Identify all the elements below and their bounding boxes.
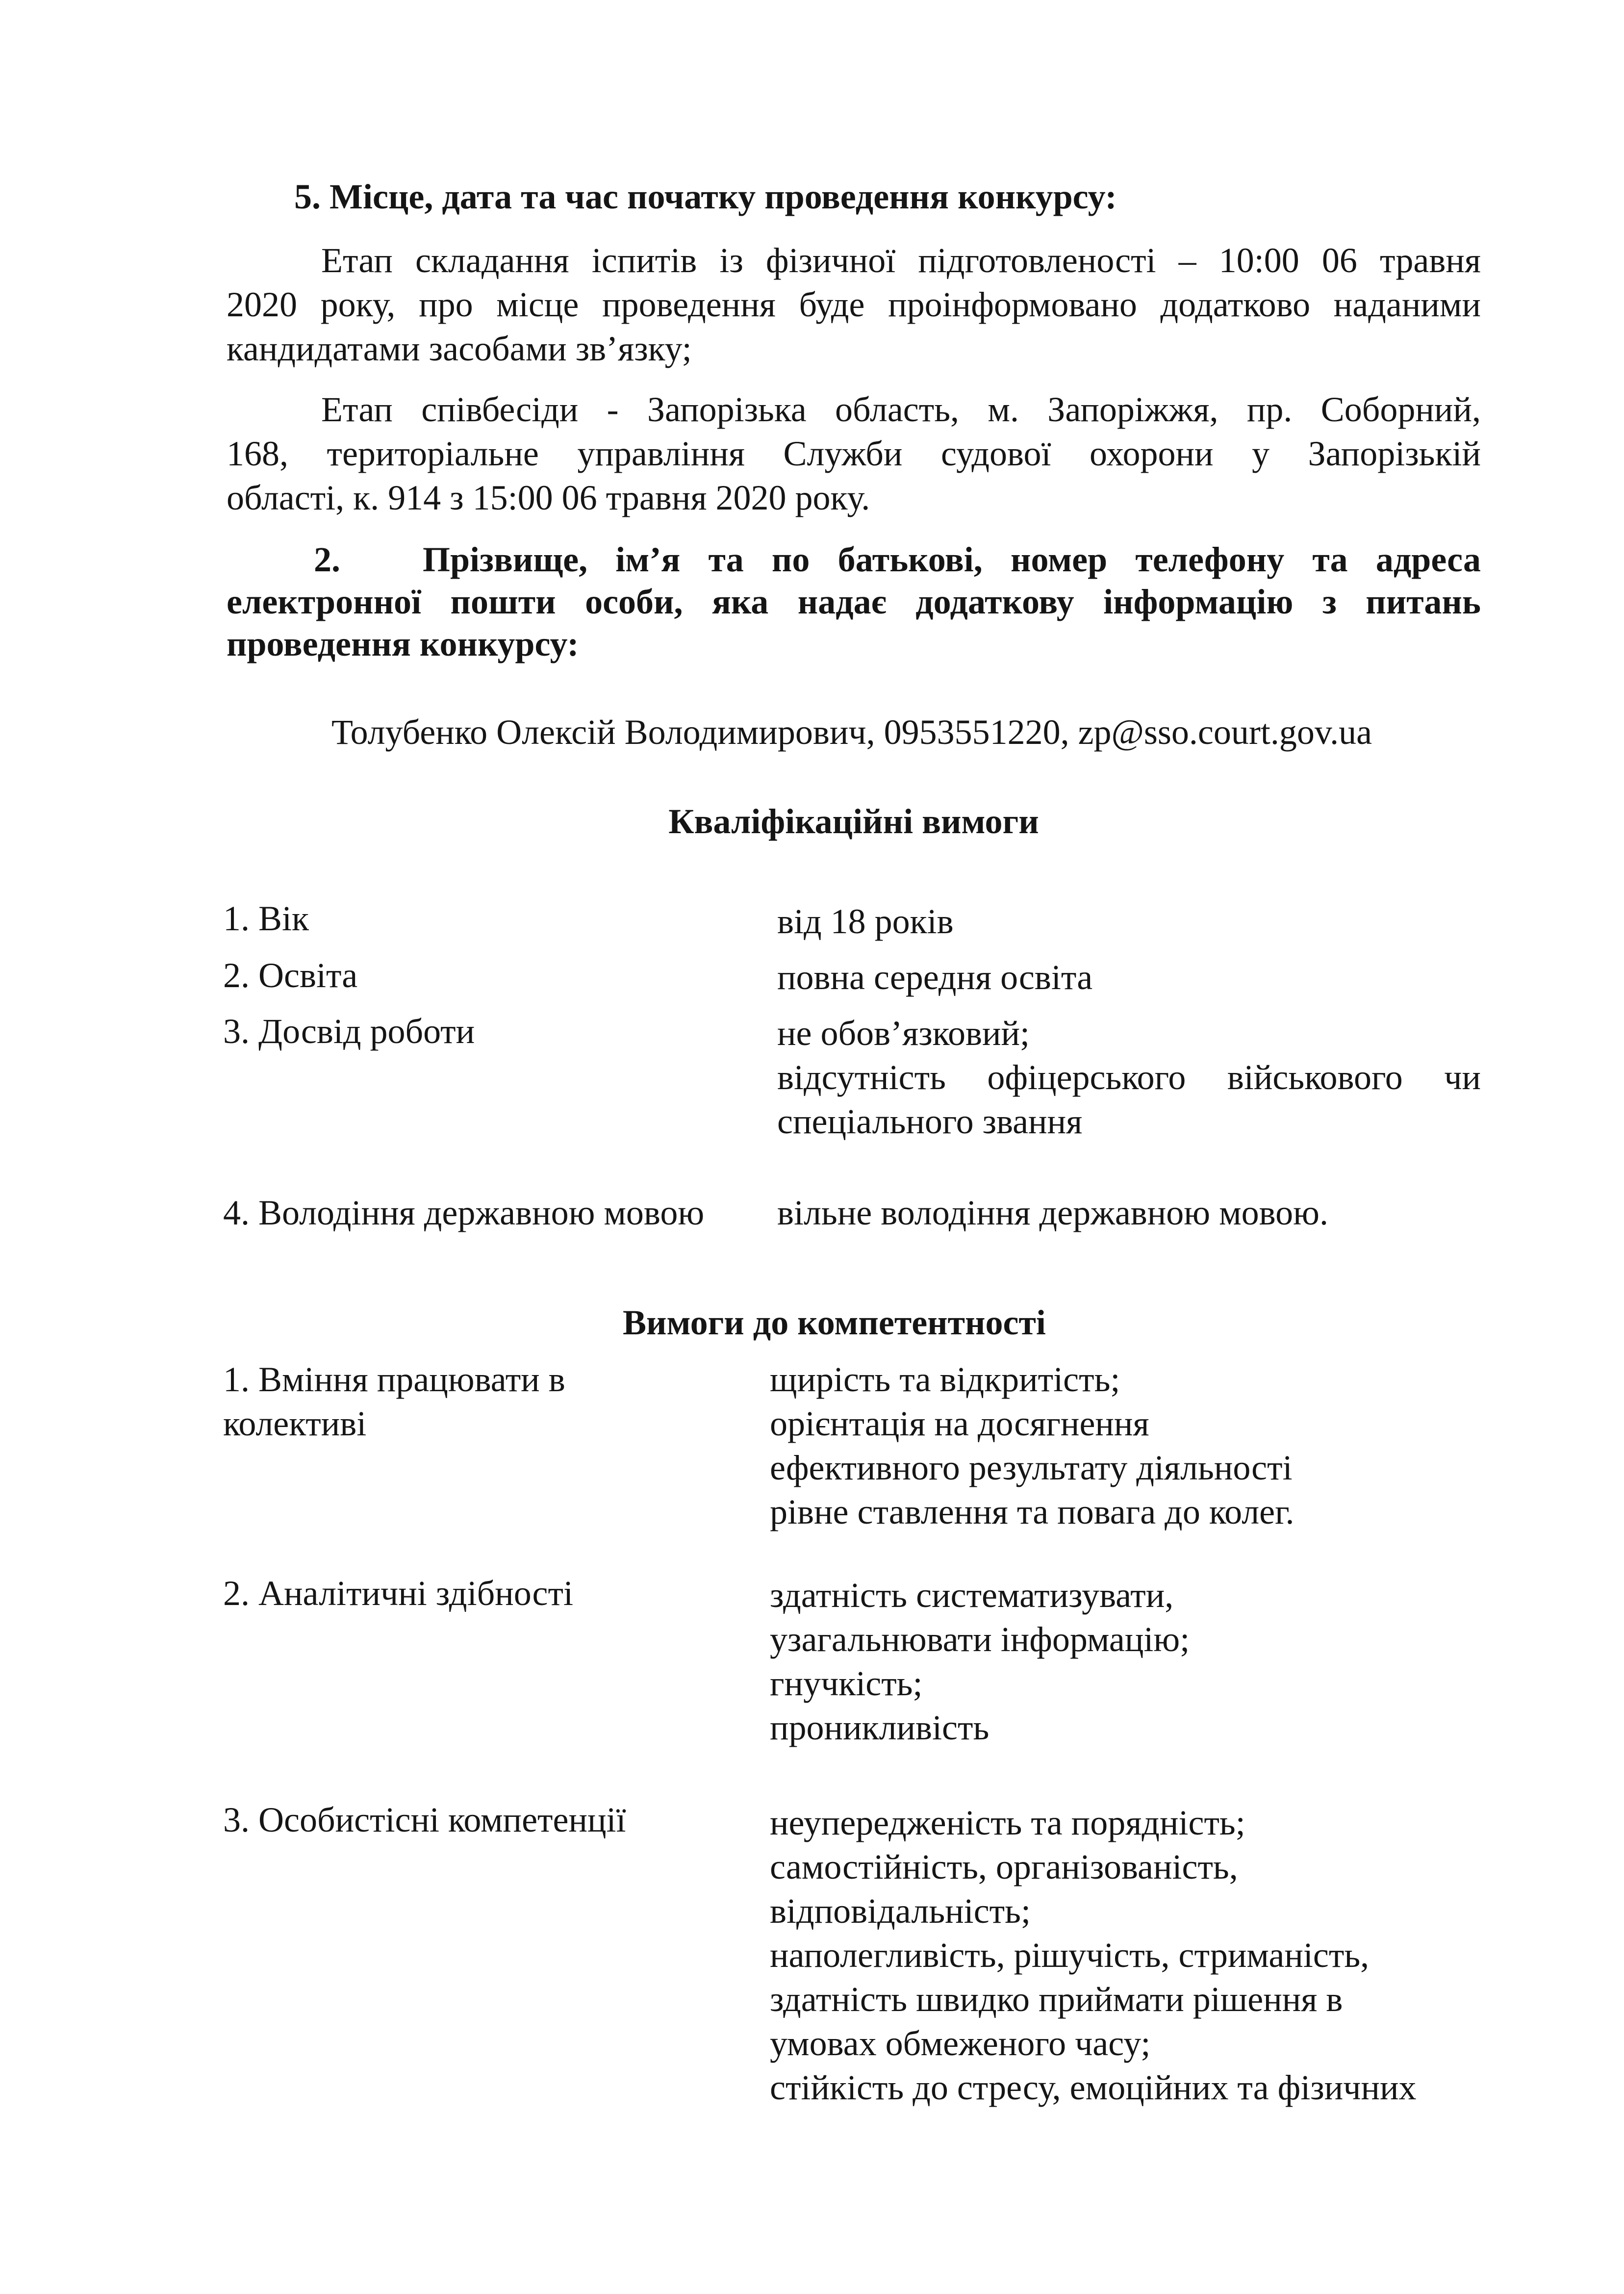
competence-value-teamwork-line-2: орієнтація на досягнення	[770, 1404, 1149, 1443]
section-5-paragraph-1-line-1: Етап складання іспитів із фізичної підготовленості – 10:00 06 травня	[321, 241, 1481, 280]
section-2-heading-line-3: проведення конкурсу:	[227, 624, 579, 663]
competence-label-analytic: 2. Аналітичні здібності	[223, 1574, 573, 1613]
competence-value-analytic-line-2: узагальнювати інформацію;	[770, 1620, 1190, 1659]
section-5-paragraph-2-line-3: області, к. 914 з 15:00 06 травня 2020 року.	[227, 478, 870, 517]
section-5-heading: 5. Місце, дата та час початку проведення конкурсу:	[294, 177, 1117, 216]
section-2-number: 2.	[314, 540, 340, 579]
competence-label-personal: 3. Особистісні компетенції	[223, 1800, 626, 1839]
qualification-label-age: 1. Вік	[223, 899, 309, 938]
competence-value-analytic-line-1: здатність систематизувати,	[770, 1576, 1174, 1615]
qualification-value-experience-line-3: спеціального звання	[777, 1102, 1083, 1141]
competence-value-personal-line-3: відповідальність;	[770, 1891, 1031, 1931]
contact-line: Толубенко Олексій Володимирович, 0953551220, zp@sso.court.gov.ua	[331, 713, 1372, 752]
qualification-value-experience-line-1: не обов’язковий;	[777, 1014, 1030, 1053]
competence-title: Вимоги до компетентності	[623, 1303, 1046, 1342]
competence-value-personal-line-2: самостійність, організованість,	[770, 1847, 1238, 1886]
qualification-label-education: 2. Освіта	[223, 956, 358, 995]
qualification-label-experience: 3. Досвід роботи	[223, 1012, 475, 1051]
competence-label-teamwork-line-1: 1. Вміння працювати в	[223, 1360, 565, 1399]
qualification-label-language: 4. Володіння державною мовою	[223, 1193, 705, 1232]
competence-value-analytic-line-4: проникливість	[770, 1708, 990, 1747]
qualification-value-age: від 18 років	[777, 902, 954, 941]
competence-value-teamwork-line-3: ефективного результату діяльності	[770, 1448, 1293, 1487]
qualification-value-education: повна середня освіта	[777, 958, 1093, 997]
competence-value-teamwork-line-4: рівне ставлення та повага до колег.	[770, 1492, 1294, 1531]
competence-value-personal-line-1: неупередженість та порядність;	[770, 1803, 1245, 1842]
section-5-paragraph-2-line-1: Етап співбесіди - Запорізька область, м. Запоріжжя, пр. Соборний,	[321, 390, 1481, 429]
qualification-value-experience-line-2: відсутність офіцерського військового чи	[777, 1058, 1481, 1097]
competence-label-teamwork-line-2: колективі	[223, 1404, 367, 1443]
competence-value-teamwork-line-1: щирість та відкритість;	[770, 1360, 1120, 1399]
qualification-title: Кваліфікаційні вимоги	[668, 802, 1039, 841]
competence-value-analytic-line-3: гнучкість;	[770, 1664, 923, 1703]
section-5-paragraph-2-line-2: 168, територіальне управління Служби судової охорони у Запорізькій	[227, 434, 1481, 473]
section-5-paragraph-1-line-3: кандидатами засобами зв’язку;	[227, 329, 692, 368]
section-2-heading-line-1: Прізвище, ім’я та по батькові, номер телефону та адреса	[423, 540, 1481, 579]
competence-value-personal-line-7: стійкість до стресу, емоційних та фізичних	[770, 2068, 1417, 2107]
section-5-paragraph-1-line-2: 2020 року, про місце проведення буде проінформовано додатково наданими	[227, 285, 1481, 324]
competence-value-personal-line-5: здатність швидко приймати рішення в	[770, 1980, 1343, 2019]
competence-value-personal-line-6: умовах обмеженого часу;	[770, 2024, 1151, 2063]
competence-value-personal-line-4: наполегливість, рішучість, стриманість,	[770, 1936, 1370, 1975]
qualification-value-language: вільне володіння державною мовою.	[777, 1193, 1328, 1232]
section-2-heading-line-2: електронної пошти особи, яка надає додаткову інформацію з питань	[227, 582, 1481, 621]
